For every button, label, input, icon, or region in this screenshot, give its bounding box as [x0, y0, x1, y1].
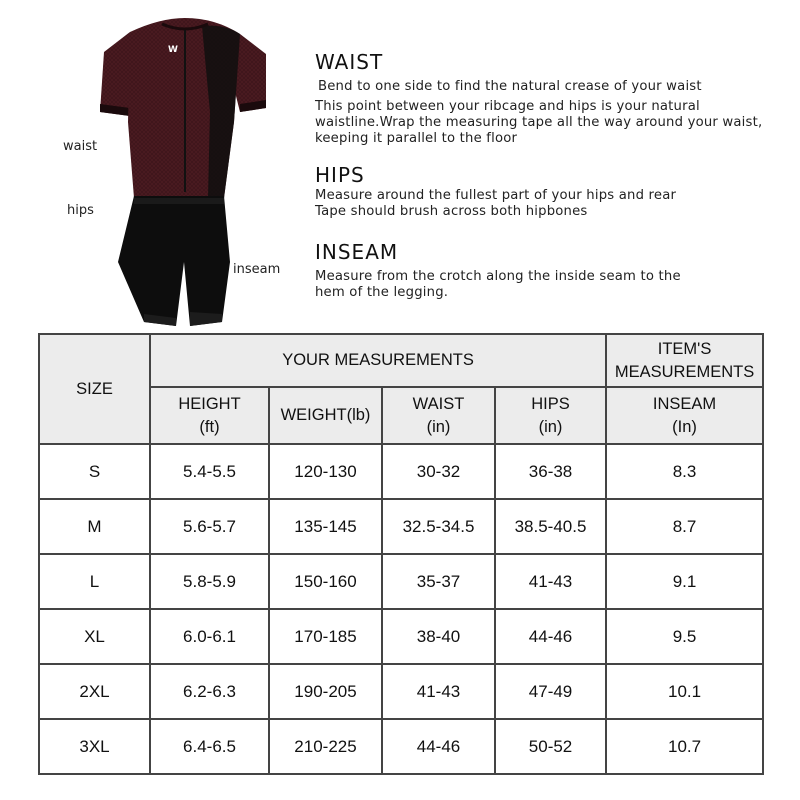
table-row: [39, 554, 763, 609]
table-row: [39, 664, 763, 719]
height-cell: 5.6-5.7: [150, 499, 269, 554]
height-cell: 5.8-5.9: [150, 554, 269, 609]
waist-guide-line1: Bend to one side to find the natural crease of your waist: [318, 79, 702, 94]
waist-guide-line2: This point between your ribcage and hips is your natural waistline.Wrap the measuring tape all the way around your waist, keeping it parallel to the floor: [315, 99, 763, 146]
hips-header: HIPS (in): [495, 387, 606, 444]
size-chart-table: [38, 333, 764, 775]
inseam-cell: 8.3: [606, 444, 763, 499]
size-header: SIZE: [39, 334, 150, 444]
hips-guide-line2: Tape should brush across both hipbones: [315, 204, 588, 219]
waist-cell: 32.5-34.5: [382, 499, 495, 554]
hips-cell: 36-38: [495, 444, 606, 499]
inseam-header: INSEAM (In): [606, 387, 763, 444]
weight-cell: 120-130: [269, 444, 382, 499]
table-row: [39, 444, 763, 499]
height-cell: 6.2-6.3: [150, 664, 269, 719]
size-cell: S: [39, 444, 150, 499]
hips-guide-title: HIPS: [315, 163, 365, 187]
waist-label: waist: [63, 139, 98, 154]
size-cell: 2XL: [39, 664, 150, 719]
size-cell: M: [39, 499, 150, 554]
waist-cell: 38-40: [382, 609, 495, 664]
weight-header: WEIGHT(lb): [269, 387, 382, 444]
waist-cell: 35-37: [382, 554, 495, 609]
inseam-cell: 9.5: [606, 609, 763, 664]
items-measurements-header: ITEM'S MEASUREMENTS: [606, 334, 763, 387]
svg-text:W: W: [168, 45, 178, 55]
hips-guide: [315, 163, 785, 220]
hips-cell: 41-43: [495, 554, 606, 609]
inseam-label: inseam: [233, 262, 281, 277]
height-header: HEIGHT (ft): [150, 387, 269, 444]
waist-cell: 30-32: [382, 444, 495, 499]
trisuit-illustration: [90, 12, 300, 334]
inseam-guide: [315, 240, 785, 301]
hips-cell: 47-49: [495, 664, 606, 719]
hips-cell: 38.5-40.5: [495, 499, 606, 554]
waist-guide: [315, 50, 785, 147]
hips-cell: 44-46: [495, 609, 606, 664]
inseam-cell: 8.7: [606, 499, 763, 554]
weight-cell: 135-145: [269, 499, 382, 554]
height-cell: 6.4-6.5: [150, 719, 269, 774]
waist-header: WAIST (in): [382, 387, 495, 444]
inseam-guide-title: INSEAM: [315, 240, 399, 264]
weight-cell: 190-205: [269, 664, 382, 719]
inseam-guide-line1: Measure from the crotch along the inside seam to the hem of the legging.: [315, 269, 681, 300]
size-cell: XL: [39, 609, 150, 664]
hips-cell: 50-52: [495, 719, 606, 774]
waist-cell: 44-46: [382, 719, 495, 774]
size-cell: 3XL: [39, 719, 150, 774]
your-measurements-header: YOUR MEASUREMENTS: [150, 334, 606, 387]
height-cell: 5.4-5.5: [150, 444, 269, 499]
waist-guide-title: WAIST: [315, 50, 384, 74]
waist-cell: 41-43: [382, 664, 495, 719]
weight-cell: 150-160: [269, 554, 382, 609]
height-cell: 6.0-6.1: [150, 609, 269, 664]
table-row: [39, 499, 763, 554]
weight-cell: 210-225: [269, 719, 382, 774]
weight-cell: 170-185: [269, 609, 382, 664]
inseam-cell: 10.1: [606, 664, 763, 719]
inseam-cell: 9.1: [606, 554, 763, 609]
hips-label: hips: [67, 203, 94, 218]
hips-guide-line1: Measure around the fullest part of your hips and rear: [315, 188, 677, 203]
table-row: [39, 609, 763, 664]
inseam-cell: 10.7: [606, 719, 763, 774]
size-cell: L: [39, 554, 150, 609]
table-row: [39, 719, 763, 774]
